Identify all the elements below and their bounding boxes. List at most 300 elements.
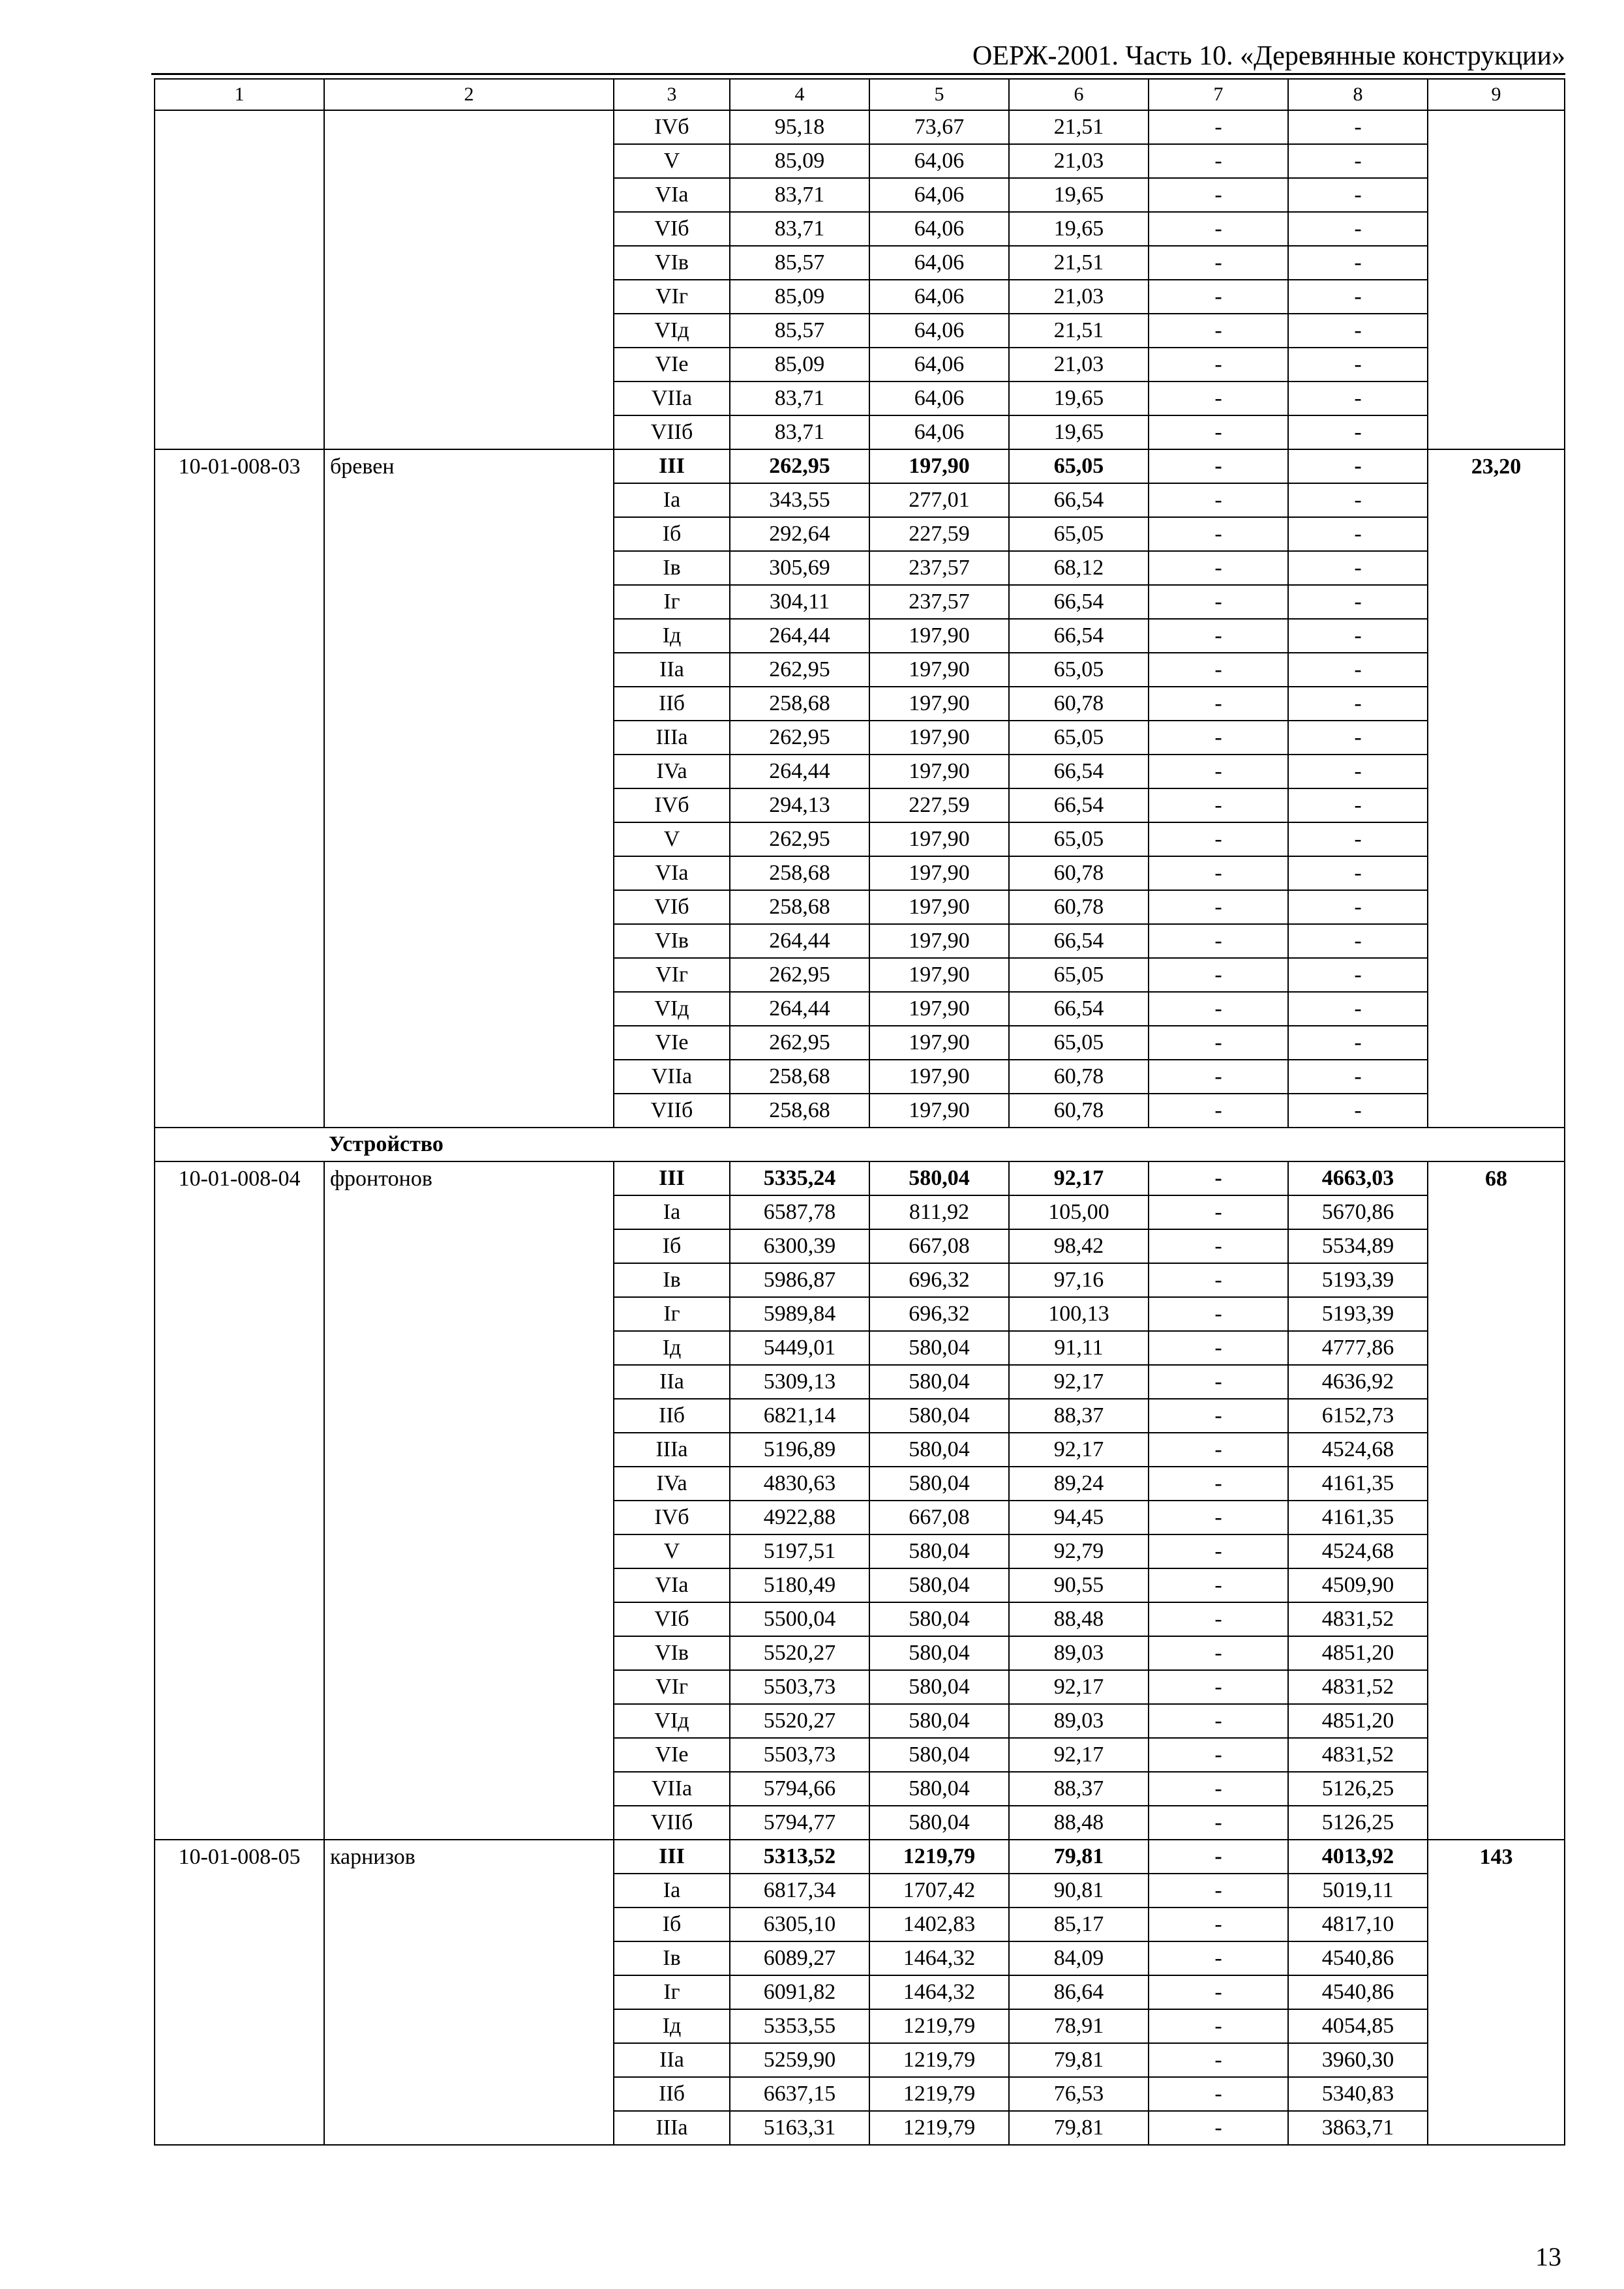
region-zone: Iг <box>614 1297 730 1331</box>
material-cost: - <box>1288 110 1428 144</box>
section-row <box>155 1128 1565 1161</box>
region-zone: VIIб <box>614 1094 730 1128</box>
region-zone: Ia <box>614 1195 730 1229</box>
material-cost: 5019,11 <box>1288 1874 1428 1908</box>
labor-cost: 197,90 <box>869 721 1009 755</box>
region-zone: VIг <box>614 958 730 992</box>
labor-cost: 667,08 <box>869 1501 1009 1534</box>
machine-cost: 21,03 <box>1009 348 1149 382</box>
machine-cost: 91,11 <box>1009 1331 1149 1365</box>
column-number: 6 <box>1009 79 1149 110</box>
material-cost: 4851,20 <box>1288 1636 1428 1670</box>
machine-cost: 65,05 <box>1009 653 1149 687</box>
region-zone: VIe <box>614 1738 730 1772</box>
material-cost: 4540,86 <box>1288 1975 1428 2009</box>
region-zone: Iд <box>614 1331 730 1365</box>
labor-cost: 580,04 <box>869 1704 1009 1738</box>
material-cost: 5193,39 <box>1288 1263 1428 1297</box>
price-table <box>154 78 1565 2146</box>
labor-cost: 1219,79 <box>869 2009 1009 2043</box>
labor-cost: 227,59 <box>869 517 1009 551</box>
machine-cost: 79,81 <box>1009 2043 1149 2077</box>
total-cost: 5794,66 <box>730 1772 869 1806</box>
material-cost: - <box>1288 212 1428 246</box>
region-zone: IIa <box>614 2043 730 2077</box>
material-cost: - <box>1288 992 1428 1026</box>
labor-cost: 696,32 <box>869 1297 1009 1331</box>
total-cost: 4922,88 <box>730 1501 869 1534</box>
region-zone: IVa <box>614 755 730 788</box>
total-cost: 5313,52 <box>730 1840 869 1874</box>
machine-labor-cost: - <box>1149 856 1288 890</box>
column-number: 8 <box>1288 79 1428 110</box>
total-cost: 83,71 <box>730 212 869 246</box>
column-number: 2 <box>324 79 614 110</box>
region-zone: IIa <box>614 653 730 687</box>
machine-labor-cost: - <box>1149 1263 1288 1297</box>
labor-cost: 197,90 <box>869 822 1009 856</box>
material-cost: - <box>1288 483 1428 517</box>
region-zone: IVб <box>614 110 730 144</box>
table-row <box>155 1840 1565 1874</box>
machine-cost: 79,81 <box>1009 2111 1149 2145</box>
labor-cost: 580,04 <box>869 1399 1009 1433</box>
total-cost: 5163,31 <box>730 2111 869 2145</box>
machine-labor-cost: - <box>1149 2111 1288 2145</box>
material-cost: - <box>1288 517 1428 551</box>
labor-cost: 1402,83 <box>869 1908 1009 1941</box>
machine-cost: 21,03 <box>1009 280 1149 314</box>
machine-cost: 98,42 <box>1009 1229 1149 1263</box>
machine-cost: 60,78 <box>1009 1094 1149 1128</box>
machine-cost: 90,55 <box>1009 1568 1149 1602</box>
total-cost: 258,68 <box>730 687 869 721</box>
material-cost: 5126,25 <box>1288 1772 1428 1806</box>
machine-labor-cost: - <box>1149 1534 1288 1568</box>
total-cost: 85,09 <box>730 144 869 178</box>
machine-cost: 89,24 <box>1009 1467 1149 1501</box>
labor-cost: 197,90 <box>869 619 1009 653</box>
total-cost: 83,71 <box>730 415 869 449</box>
material-cost: - <box>1288 1094 1428 1128</box>
labor-cost: 197,90 <box>869 924 1009 958</box>
machine-labor-cost: - <box>1149 1636 1288 1670</box>
labor-cost: 64,06 <box>869 144 1009 178</box>
machine-labor-cost: - <box>1149 1704 1288 1738</box>
material-cost: - <box>1288 585 1428 619</box>
machine-labor-cost: - <box>1149 2043 1288 2077</box>
column-number: 4 <box>730 79 869 110</box>
region-zone: VIб <box>614 212 730 246</box>
machine-cost: 97,16 <box>1009 1263 1149 1297</box>
machine-cost: 100,13 <box>1009 1297 1149 1331</box>
labor-cost: 237,57 <box>869 585 1009 619</box>
region-zone: Iг <box>614 1975 730 2009</box>
machine-labor-cost: - <box>1149 585 1288 619</box>
region-zone: VIIб <box>614 415 730 449</box>
machine-cost: 78,91 <box>1009 2009 1149 2043</box>
labor-cost: 197,90 <box>869 1060 1009 1094</box>
material-cost: - <box>1288 449 1428 483</box>
total-cost: 292,64 <box>730 517 869 551</box>
total-cost: 5180,49 <box>730 1568 869 1602</box>
total-cost: 262,95 <box>730 449 869 483</box>
material-cost: - <box>1288 687 1428 721</box>
machine-cost: 90,81 <box>1009 1874 1149 1908</box>
region-zone: IIIa <box>614 721 730 755</box>
material-cost: 4777,86 <box>1288 1331 1428 1365</box>
section-title: Устройство <box>155 1128 1565 1161</box>
material-cost: 4524,68 <box>1288 1534 1428 1568</box>
machine-cost: 65,05 <box>1009 958 1149 992</box>
total-cost: 305,69 <box>730 551 869 585</box>
machine-cost: 94,45 <box>1009 1501 1149 1534</box>
machine-labor-cost: - <box>1149 382 1288 415</box>
item-name: бревен <box>324 449 614 1128</box>
machine-labor-cost: - <box>1149 144 1288 178</box>
region-zone: VIe <box>614 1026 730 1060</box>
table-row <box>155 1161 1565 1195</box>
machine-cost: 86,64 <box>1009 1975 1149 2009</box>
total-cost: 5503,73 <box>730 1738 869 1772</box>
total-cost: 264,44 <box>730 992 869 1026</box>
column-number: 7 <box>1149 79 1288 110</box>
material-cost: - <box>1288 958 1428 992</box>
machine-labor-cost: - <box>1149 1806 1288 1840</box>
item-code: 10-01-008-05 <box>155 1840 324 2145</box>
labor-cost: 580,04 <box>869 1806 1009 1840</box>
machine-cost: 60,78 <box>1009 890 1149 924</box>
region-zone: VIб <box>614 890 730 924</box>
column-number-row <box>155 79 1565 110</box>
machine-labor-cost: - <box>1149 1365 1288 1399</box>
total-cost: 5197,51 <box>730 1534 869 1568</box>
machine-cost: 19,65 <box>1009 382 1149 415</box>
total-cost: 4830,63 <box>730 1467 869 1501</box>
material-cost: 4851,20 <box>1288 1704 1428 1738</box>
machine-cost: 66,54 <box>1009 619 1149 653</box>
item-code <box>155 110 324 449</box>
column-number: 1 <box>155 79 324 110</box>
total-cost: 5986,87 <box>730 1263 869 1297</box>
total-cost: 5335,24 <box>730 1161 869 1195</box>
total-cost: 5520,27 <box>730 1636 869 1670</box>
labor-cost: 1219,79 <box>869 2043 1009 2077</box>
region-zone: III <box>614 449 730 483</box>
material-cost: 5193,39 <box>1288 1297 1428 1331</box>
material-cost: 4817,10 <box>1288 1908 1428 1941</box>
labor-cost: 811,92 <box>869 1195 1009 1229</box>
total-cost: 5309,13 <box>730 1365 869 1399</box>
machine-labor-cost: - <box>1149 1941 1288 1975</box>
region-zone: IIa <box>614 1365 730 1399</box>
machine-cost: 60,78 <box>1009 856 1149 890</box>
material-cost: - <box>1288 551 1428 585</box>
material-cost: - <box>1288 1026 1428 1060</box>
machine-cost: 92,17 <box>1009 1738 1149 1772</box>
total-cost: 264,44 <box>730 924 869 958</box>
total-cost: 264,44 <box>730 619 869 653</box>
table-body <box>155 79 1565 2145</box>
machine-labor-cost: - <box>1149 653 1288 687</box>
labor-cost: 580,04 <box>869 1433 1009 1467</box>
material-cost: - <box>1288 280 1428 314</box>
labor-cost: 197,90 <box>869 449 1009 483</box>
region-zone: VIIa <box>614 1772 730 1806</box>
machine-cost: 66,54 <box>1009 992 1149 1026</box>
material-cost: 4663,03 <box>1288 1161 1428 1195</box>
table-row <box>155 449 1565 483</box>
labor-cost: 197,90 <box>869 653 1009 687</box>
region-zone: IIб <box>614 1399 730 1433</box>
region-zone: Iб <box>614 517 730 551</box>
labor-cost: 64,06 <box>869 314 1009 348</box>
labor-cost: 1219,79 <box>869 2077 1009 2111</box>
machine-labor-cost: - <box>1149 178 1288 212</box>
machine-labor-cost: - <box>1149 1433 1288 1467</box>
machine-labor-cost: - <box>1149 314 1288 348</box>
machine-labor-cost: - <box>1149 687 1288 721</box>
machine-labor-cost: - <box>1149 1975 1288 2009</box>
material-cost: 4013,92 <box>1288 1840 1428 1874</box>
machine-labor-cost: - <box>1149 1094 1288 1128</box>
machine-cost: 88,48 <box>1009 1602 1149 1636</box>
machine-labor-cost: - <box>1149 1602 1288 1636</box>
machine-labor-cost: - <box>1149 721 1288 755</box>
machine-cost: 19,65 <box>1009 212 1149 246</box>
machine-labor-cost: - <box>1149 110 1288 144</box>
total-cost: 83,71 <box>730 382 869 415</box>
column-number: 3 <box>614 79 730 110</box>
material-cost: 4524,68 <box>1288 1433 1428 1467</box>
machine-labor-cost: - <box>1149 958 1288 992</box>
total-cost: 262,95 <box>730 721 869 755</box>
total-cost: 258,68 <box>730 1094 869 1128</box>
labor-cost: 64,06 <box>869 348 1009 382</box>
total-cost: 5520,27 <box>730 1704 869 1738</box>
region-zone: III <box>614 1840 730 1874</box>
total-cost: 262,95 <box>730 1026 869 1060</box>
region-zone: IIб <box>614 687 730 721</box>
material-cost: 3863,71 <box>1288 2111 1428 2145</box>
labor-cost: 64,06 <box>869 246 1009 280</box>
total-cost: 262,95 <box>730 822 869 856</box>
machine-cost: 66,54 <box>1009 483 1149 517</box>
region-zone: VIв <box>614 1636 730 1670</box>
region-zone: IVб <box>614 788 730 822</box>
column-number: 9 <box>1428 79 1565 110</box>
region-zone: VIд <box>614 1704 730 1738</box>
material-cost: - <box>1288 721 1428 755</box>
machine-cost: 92,17 <box>1009 1433 1149 1467</box>
material-cost: 4636,92 <box>1288 1365 1428 1399</box>
item-name: фронтонов <box>324 1161 614 1840</box>
total-cost: 262,95 <box>730 653 869 687</box>
machine-cost: 76,53 <box>1009 2077 1149 2111</box>
total-cost: 85,57 <box>730 246 869 280</box>
labor-cost: 1464,32 <box>869 1941 1009 1975</box>
region-zone: Iд <box>614 619 730 653</box>
machine-cost: 88,37 <box>1009 1399 1149 1433</box>
total-cost: 5503,73 <box>730 1670 869 1704</box>
labor-cost: 580,04 <box>869 1602 1009 1636</box>
total-cost: 5449,01 <box>730 1331 869 1365</box>
region-zone: VIв <box>614 246 730 280</box>
region-zone: III <box>614 1161 730 1195</box>
labor-cost: 667,08 <box>869 1229 1009 1263</box>
machine-cost: 92,17 <box>1009 1161 1149 1195</box>
material-cost: 4054,85 <box>1288 2009 1428 2043</box>
material-cost: - <box>1288 788 1428 822</box>
region-zone: VIб <box>614 1602 730 1636</box>
total-cost: 6091,82 <box>730 1975 869 2009</box>
labor-cost: 197,90 <box>869 856 1009 890</box>
labor-cost: 73,67 <box>869 110 1009 144</box>
region-zone: Iб <box>614 1908 730 1941</box>
material-cost: - <box>1288 619 1428 653</box>
machine-cost: 21,51 <box>1009 246 1149 280</box>
machine-cost: 19,65 <box>1009 415 1149 449</box>
machine-labor-cost: - <box>1149 1772 1288 1806</box>
region-zone: IIб <box>614 2077 730 2111</box>
machine-cost: 79,81 <box>1009 1840 1149 1874</box>
region-zone: VIд <box>614 314 730 348</box>
labor-cost: 580,04 <box>869 1568 1009 1602</box>
labor-cost: 197,90 <box>869 958 1009 992</box>
labor-cost: 580,04 <box>869 1365 1009 1399</box>
machine-labor-cost: - <box>1149 1874 1288 1908</box>
labor-cost: 227,59 <box>869 788 1009 822</box>
total-cost: 258,68 <box>730 1060 869 1094</box>
material-cost: - <box>1288 246 1428 280</box>
region-zone: V <box>614 822 730 856</box>
machine-labor-cost: - <box>1149 2009 1288 2043</box>
material-cost: 4831,52 <box>1288 1738 1428 1772</box>
total-cost: 85,09 <box>730 348 869 382</box>
header-rule <box>151 73 1565 75</box>
labor-cost: 580,04 <box>869 1161 1009 1195</box>
machine-cost: 66,54 <box>1009 924 1149 958</box>
machine-labor-cost: - <box>1149 1026 1288 1060</box>
region-zone: Ia <box>614 1874 730 1908</box>
machine-labor-cost: - <box>1149 924 1288 958</box>
region-zone: IIIa <box>614 2111 730 2145</box>
labor-cost: 197,90 <box>869 1026 1009 1060</box>
labor-cost: 64,06 <box>869 280 1009 314</box>
machine-labor-cost: - <box>1149 348 1288 382</box>
material-cost: 5534,89 <box>1288 1229 1428 1263</box>
region-zone: Ia <box>614 483 730 517</box>
machine-cost: 60,78 <box>1009 1060 1149 1094</box>
labor-rate: 143 <box>1428 1840 1565 2145</box>
item-code: 10-01-008-04 <box>155 1161 324 1840</box>
material-cost: 3960,30 <box>1288 2043 1428 2077</box>
machine-labor-cost: - <box>1149 449 1288 483</box>
total-cost: 85,57 <box>730 314 869 348</box>
labor-cost: 580,04 <box>869 1670 1009 1704</box>
region-zone: V <box>614 1534 730 1568</box>
machine-cost: 65,05 <box>1009 449 1149 483</box>
labor-cost: 237,57 <box>869 551 1009 585</box>
labor-cost: 580,04 <box>869 1331 1009 1365</box>
machine-cost: 21,51 <box>1009 314 1149 348</box>
machine-labor-cost: - <box>1149 1467 1288 1501</box>
region-zone: VIг <box>614 1670 730 1704</box>
region-zone: IIIa <box>614 1433 730 1467</box>
region-zone: Iв <box>614 1263 730 1297</box>
machine-labor-cost: - <box>1149 517 1288 551</box>
region-zone: VIд <box>614 992 730 1026</box>
machine-cost: 21,03 <box>1009 144 1149 178</box>
material-cost: 4509,90 <box>1288 1568 1428 1602</box>
page-header-title: ОЕРЖ-2001. Часть 10. «Деревянные конструкции» <box>972 41 1565 71</box>
total-cost: 6089,27 <box>730 1941 869 1975</box>
machine-cost: 66,54 <box>1009 788 1149 822</box>
labor-cost: 64,06 <box>869 178 1009 212</box>
machine-cost: 21,51 <box>1009 110 1149 144</box>
machine-labor-cost: - <box>1149 483 1288 517</box>
column-number: 5 <box>869 79 1009 110</box>
labor-cost: 580,04 <box>869 1534 1009 1568</box>
material-cost: 4831,52 <box>1288 1670 1428 1704</box>
labor-cost: 64,06 <box>869 415 1009 449</box>
machine-labor-cost: - <box>1149 1908 1288 1941</box>
machine-cost: 89,03 <box>1009 1704 1149 1738</box>
total-cost: 95,18 <box>730 110 869 144</box>
region-zone: VIa <box>614 856 730 890</box>
machine-cost: 65,05 <box>1009 517 1149 551</box>
labor-rate: 23,20 <box>1428 449 1565 1128</box>
machine-labor-cost: - <box>1149 1331 1288 1365</box>
total-cost: 6821,14 <box>730 1399 869 1433</box>
machine-labor-cost: - <box>1149 788 1288 822</box>
machine-labor-cost: - <box>1149 992 1288 1026</box>
material-cost: 5340,83 <box>1288 2077 1428 2111</box>
material-cost: - <box>1288 1060 1428 1094</box>
machine-cost: 60,78 <box>1009 687 1149 721</box>
region-zone: VIг <box>614 280 730 314</box>
machine-labor-cost: - <box>1149 1568 1288 1602</box>
machine-labor-cost: - <box>1149 246 1288 280</box>
item-name: карнизов <box>324 1840 614 2145</box>
machine-cost: 84,09 <box>1009 1941 1149 1975</box>
region-zone: VIв <box>614 924 730 958</box>
machine-labor-cost: - <box>1149 1840 1288 1874</box>
total-cost: 5353,55 <box>730 2009 869 2043</box>
machine-labor-cost: - <box>1149 890 1288 924</box>
total-cost: 6587,78 <box>730 1195 869 1229</box>
item-name <box>324 110 614 449</box>
region-zone: VIa <box>614 1568 730 1602</box>
total-cost: 83,71 <box>730 178 869 212</box>
labor-cost: 580,04 <box>869 1738 1009 1772</box>
machine-cost: 19,65 <box>1009 178 1149 212</box>
item-code: 10-01-008-03 <box>155 449 324 1128</box>
labor-cost: 580,04 <box>869 1772 1009 1806</box>
machine-labor-cost: - <box>1149 1060 1288 1094</box>
machine-cost: 92,17 <box>1009 1365 1149 1399</box>
total-cost: 258,68 <box>730 856 869 890</box>
material-cost: - <box>1288 856 1428 890</box>
material-cost: - <box>1288 314 1428 348</box>
total-cost: 5794,77 <box>730 1806 869 1840</box>
machine-cost: 66,54 <box>1009 755 1149 788</box>
machine-labor-cost: - <box>1149 1195 1288 1229</box>
material-cost: - <box>1288 755 1428 788</box>
machine-cost: 92,79 <box>1009 1534 1149 1568</box>
total-cost: 5196,89 <box>730 1433 869 1467</box>
total-cost: 5989,84 <box>730 1297 869 1331</box>
